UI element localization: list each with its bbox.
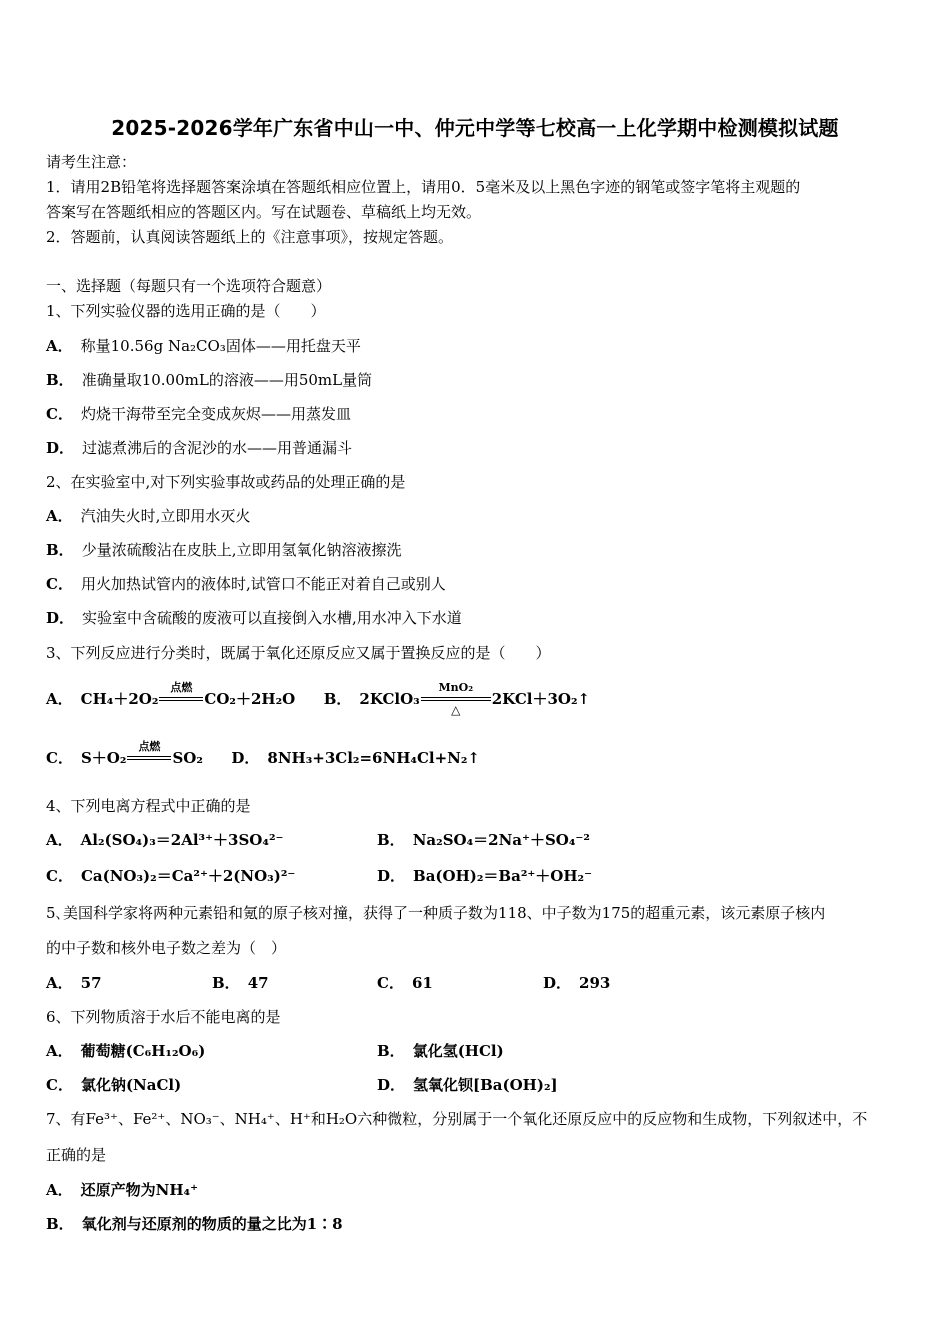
option-text: 293: [579, 974, 611, 992]
ignite-arrow: [159, 681, 203, 710]
q7-option-a: [46, 1180, 198, 1200]
option-text: 还原产物为NH₄⁺: [80, 1181, 199, 1199]
option-letter: A．: [46, 507, 73, 525]
option-letter: B．: [46, 371, 74, 389]
heat-symbol: △: [451, 703, 461, 717]
option-text: 过滤煮沸后的含泥沙的水——用普通漏斗: [82, 439, 353, 457]
q4-option-d: [377, 866, 592, 886]
option-letter: D．: [543, 974, 572, 992]
option-letter: D．: [46, 609, 75, 627]
option-text: Al₂(SO₄)₃＝2Al³⁺＋3SO₄²⁻: [80, 831, 284, 849]
option-letter: C．: [46, 749, 73, 767]
q6-option-b: [377, 1041, 504, 1061]
q3-a-left: CH₄＋2O₂: [80, 690, 159, 708]
q5-option-d: [543, 973, 610, 993]
notice-item-1a: 1．请用2B铅笔将选择题答案涂填在答题纸相应位置上，请用0．5毫米及以上黑色字迹的钢笔或签字笔将主观题的: [46, 178, 801, 196]
notice-item-1b: 答案写在答题纸相应的答题区内。写在试题卷、草稿纸上均无效。: [46, 203, 482, 221]
q5-option-c: [377, 973, 433, 993]
q5-stem-a: 5､美国科学家将两种元素铅和氪的原子核对撞，获得了一种质子数为118、中子数为175的超重元素，该元素原子核内: [46, 904, 826, 922]
option-text: 少量浓硫酸沾在皮肤上,立即用氢氧化钠溶液擦洗: [81, 541, 402, 559]
option-letter: A．: [46, 831, 73, 849]
condition-label: MnO₂: [438, 681, 474, 694]
option-letter: C．: [46, 867, 73, 885]
notice-heading: 请考生注意：: [46, 153, 137, 171]
mno2-heat-arrow: [421, 681, 491, 717]
q7-stem-a: 7、有Fe³⁺、Fe²⁺、NO₃⁻、NH₄⁺、H⁺和H₂O六种微粒，分别属于一个氧化还原反应中的反应物和生成物，下列叙述中，不: [46, 1110, 868, 1128]
q1-stem: 1、下列实验仪器的选用正确的是（ ）: [46, 302, 326, 320]
q3-b-right: 2KCl＋3O₂↑: [491, 690, 591, 708]
option-text: 氯化氢(HCl): [412, 1042, 504, 1060]
q3-stem: 3、下列反应进行分类时，既属于氧化还原反应又属于置换反应的是（ ）: [46, 644, 551, 662]
q6-option-d: [377, 1075, 558, 1095]
q4-option-c: [46, 866, 295, 886]
q3-options-cd: [46, 740, 481, 769]
option-text: 氢氧化钡[Ba(OH)₂]: [413, 1076, 558, 1094]
q6-option-a: [46, 1041, 205, 1061]
q7-option-b: [46, 1214, 343, 1234]
section-heading: 一、选择题（每题只有一个选项符合题意）: [46, 277, 332, 295]
option-letter: B．: [377, 831, 405, 849]
option-text: 氯化钠(NaCl): [80, 1076, 182, 1094]
q5-stem-b: 的中子数和核外电子数之差为（ ）: [46, 939, 287, 957]
q2-option-d: [46, 608, 462, 628]
option-letter: D．: [377, 1076, 406, 1094]
notice-item-2: 2．答题前，认真阅读答题纸上的《注意事项》，按规定答题。: [46, 228, 454, 246]
q3-c-left: S＋O₂: [80, 749, 127, 767]
option-text: 47: [247, 974, 269, 992]
option-letter: B．: [323, 690, 352, 708]
q3-a-right: CO₂＋2H₂O: [204, 690, 296, 708]
q2-option-c: [46, 574, 446, 594]
option-text: 实验室中含硫酸的废液可以直接倒入水槽,用水冲入下水道: [82, 609, 462, 627]
q4-stem: 4、下列电离方程式中正确的是: [46, 797, 251, 815]
option-text: 氧化剂与还原剂的物质的量之比为1∶8: [81, 1215, 343, 1233]
option-text: Ca(NO₃)₂＝Ca²⁺＋2(NO₃)²⁻: [80, 867, 296, 885]
condition-label: 点燃: [170, 681, 193, 694]
q2-option-b: [46, 540, 401, 560]
option-text: 称量10.56g Na₂CO₃固体——用托盘天平: [80, 337, 361, 355]
option-letter: C．: [46, 1076, 73, 1094]
option-text: 葡萄糖(C₆H₁₂O₆): [80, 1042, 206, 1060]
option-letter: A．: [46, 1181, 73, 1199]
option-letter: B．: [377, 1042, 405, 1060]
option-letter: C．: [46, 405, 73, 423]
option-text: 57: [80, 974, 102, 992]
option-letter: D．: [231, 749, 260, 767]
option-letter: A．: [46, 974, 73, 992]
option-letter: B．: [46, 541, 74, 559]
q2-option-a: [46, 506, 250, 526]
option-letter: A．: [46, 1042, 73, 1060]
ignite-arrow: [127, 740, 171, 769]
q3-c-right: SO₂: [172, 749, 203, 767]
q1-option-b: [46, 370, 372, 390]
option-letter: A．: [46, 337, 73, 355]
q1-option-c: [46, 404, 351, 424]
option-letter: A．: [46, 690, 73, 708]
option-letter: B．: [212, 974, 240, 992]
option-letter: D．: [46, 439, 75, 457]
option-letter: B．: [46, 1215, 74, 1233]
q4-option-b: [377, 830, 590, 850]
q1-option-a: [46, 336, 361, 356]
q3-options-ab: [46, 681, 591, 717]
q2-stem: 2、在实验室中,对下列实验事故或药品的处理正确的是: [46, 473, 406, 491]
option-text: Ba(OH)₂＝Ba²⁺＋OH₂⁻: [413, 867, 593, 885]
option-letter: C．: [377, 974, 404, 992]
q1-option-d: [46, 438, 352, 458]
option-text: 用火加热试管内的液体时,试管口不能正对着自己或别人: [80, 575, 446, 593]
condition-label: 点燃: [138, 740, 161, 753]
q6-option-c: [46, 1075, 181, 1095]
option-letter: C．: [46, 575, 73, 593]
q3-d: 8NH₃+3Cl₂=6NH₄Cl+N₂↑: [267, 749, 481, 767]
page-title: 2025-2026学年广东省中山一中、仲元中学等七校高一上化学期中检测模拟试题: [111, 116, 839, 140]
q5-option-a: [46, 973, 102, 993]
q3-b-left: 2KClO₃: [359, 690, 420, 708]
option-text: Na₂SO₄＝2Na⁺＋SO₄⁻²: [412, 831, 590, 849]
q7-stem-b: 正确的是: [46, 1146, 107, 1164]
option-text: 灼烧干海带至完全变成灰烬——用蒸发皿: [80, 405, 351, 423]
q5-option-b: [212, 973, 269, 993]
option-text: 汽油失火时,立即用水灭火: [80, 507, 251, 525]
q6-stem: 6、下列物质溶于水后不能电离的是: [46, 1008, 281, 1026]
option-text: 61: [411, 974, 433, 992]
q4-option-a: [46, 830, 283, 850]
option-letter: D．: [377, 867, 406, 885]
option-text: 准确量取10.00mL的溶液——用50mL量筒: [81, 371, 373, 389]
